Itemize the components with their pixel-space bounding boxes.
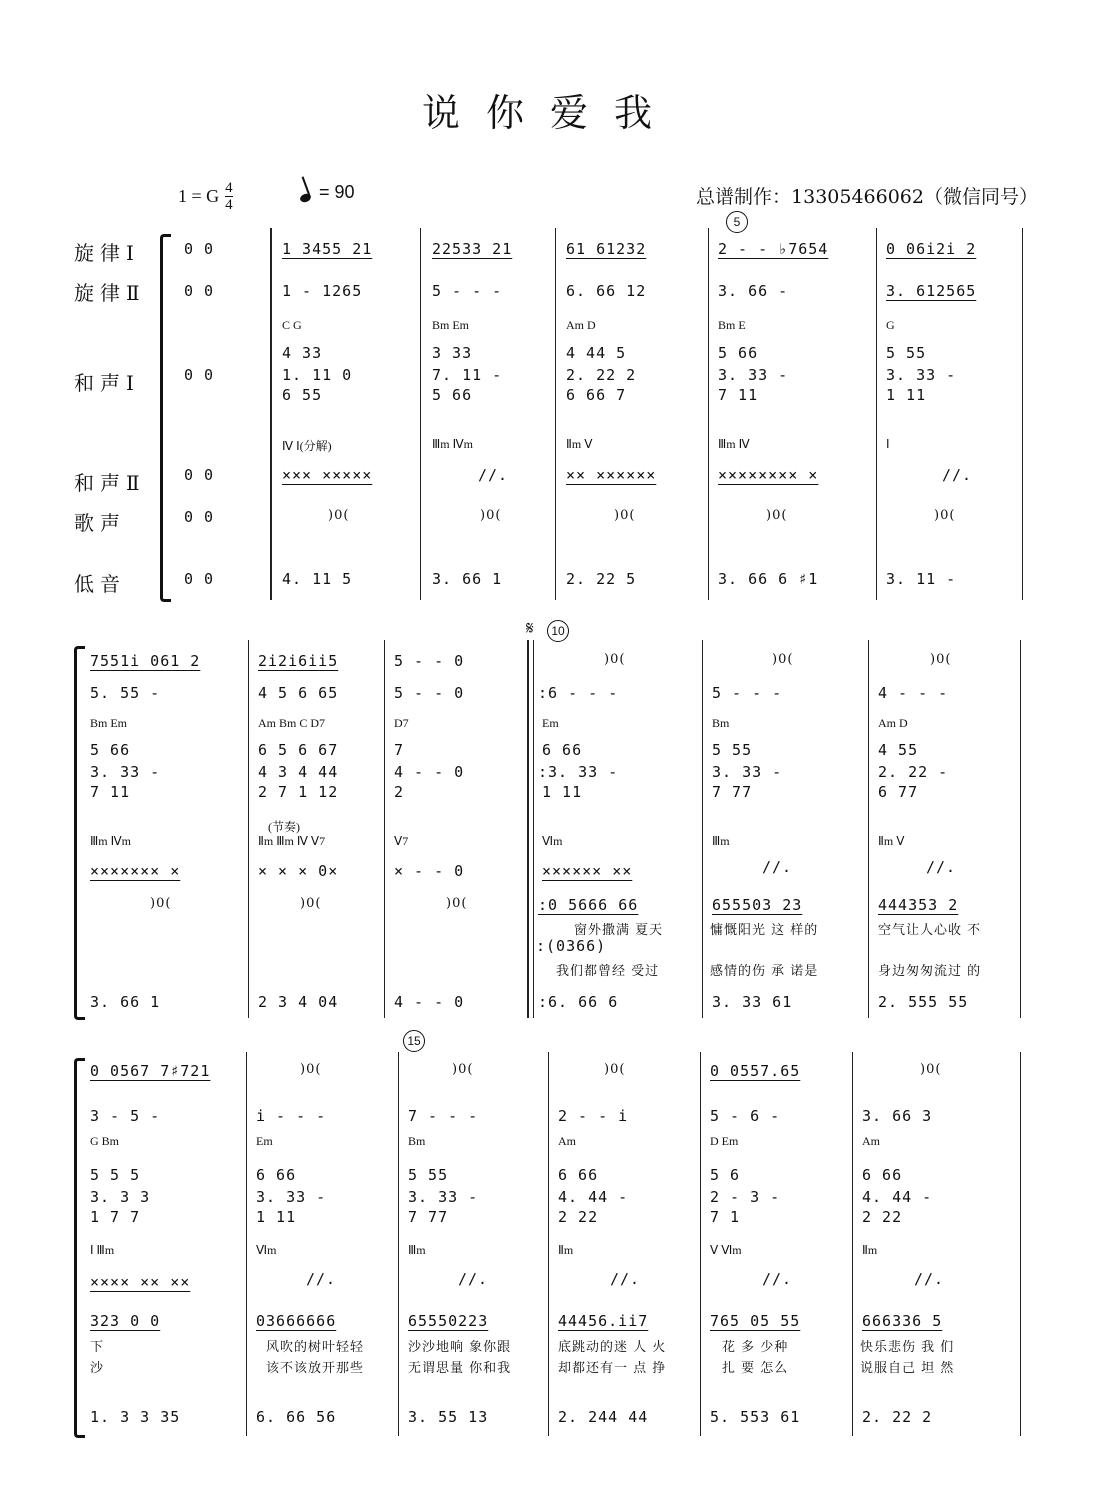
- rhythm-cell: × - - 0: [394, 862, 465, 880]
- note-cell: 3. 33 -: [712, 763, 783, 781]
- part-label-melody-1: 旋律Ⅰ: [74, 241, 140, 265]
- note-cell: 6 77: [878, 783, 919, 801]
- roman-numeral: Ⅵm: [542, 834, 563, 848]
- note-cell: 2 22: [558, 1208, 599, 1226]
- chord-symbol: Bm Em: [432, 318, 470, 332]
- lyric-line-1: 风吹的树叶轻轻: [266, 1340, 365, 1355]
- chord-symbol: Am D: [566, 318, 596, 332]
- part-label-harmony-2: 和声Ⅱ: [74, 471, 146, 495]
- vocal-notes: 03666666: [256, 1312, 337, 1330]
- note-cell: 0 06i2i 2: [886, 240, 977, 258]
- note-cell: 7 11: [90, 783, 131, 801]
- repeat-sign: ∕∕.: [306, 1270, 337, 1288]
- note-cell: 1 - 1265: [282, 282, 363, 300]
- barline: [868, 640, 869, 1018]
- note-cell: 2. 22 -: [878, 763, 949, 781]
- note-cell: 3. 66 1: [90, 993, 161, 1011]
- roman-numeral: Ⅵm: [256, 1243, 277, 1257]
- barline: [398, 1052, 399, 1436]
- system-3-bracket: [74, 1058, 85, 1438]
- note-cell: 3. 66 3: [862, 1107, 933, 1125]
- rest-sign: )0(: [920, 1062, 942, 1077]
- note-cell: 1 7 7: [90, 1208, 141, 1226]
- note-cell: 3 33: [432, 344, 473, 362]
- roman-numeral: Ⅲm: [712, 834, 730, 848]
- roman-numeral: Ⅱm: [558, 1243, 574, 1257]
- chord-symbol: Em: [542, 716, 559, 730]
- measure-number-5: 5: [726, 211, 748, 233]
- note-cell: 2 - - ♭7654: [718, 240, 829, 258]
- vocal-notes: 765 05 55: [710, 1312, 801, 1330]
- vocal-notes: 323 0 0: [90, 1312, 161, 1330]
- note-cell: 6. 66 12: [566, 282, 647, 300]
- note-cell: 2. 244 44: [558, 1408, 649, 1426]
- repeat-sign: ∕∕.: [762, 858, 793, 876]
- lyric-line-1: 快乐悲伤 我 们: [860, 1340, 955, 1355]
- note-cell: 7 77: [408, 1208, 449, 1226]
- barline: [876, 228, 877, 600]
- chord-symbol: G Bm: [90, 1134, 120, 1148]
- barline: [1020, 1052, 1021, 1436]
- vocal-pickup: :(0366): [536, 937, 607, 955]
- note-cell: 5. 553 61: [710, 1408, 801, 1426]
- note-cell: 0 0: [184, 240, 215, 258]
- note-cell: 2: [394, 783, 405, 801]
- part-label-harmony-1: 和声Ⅰ: [74, 371, 140, 395]
- note-cell: 5. 55 -: [90, 684, 161, 702]
- barline: [700, 1052, 701, 1436]
- rhythm-cell: ×××× ×× ××: [90, 1273, 191, 1291]
- note-cell: 1 3455 21: [282, 240, 373, 258]
- note-cell: 6 66: [256, 1166, 297, 1184]
- chord-symbol: Am: [862, 1134, 880, 1148]
- note-cell: 4 - - -: [878, 684, 949, 702]
- note-cell: 2 7 1 12: [258, 783, 339, 801]
- note-cell: 0 0: [184, 466, 215, 484]
- barline: [1020, 640, 1021, 1018]
- note-cell: 3. 66 -: [718, 282, 789, 300]
- rest-sign: )0(: [604, 1062, 626, 1077]
- lyric-line-1: 底跳动的迷 人 火: [558, 1340, 667, 1355]
- note-cell: 4 3 4 44: [258, 763, 339, 781]
- tempo-marking: [300, 182, 355, 203]
- note-cell: 4. 44 -: [862, 1188, 933, 1206]
- rhythm-cell: ×××××× ××: [542, 862, 633, 880]
- note-cell: 61 61232: [566, 240, 647, 258]
- note-cell: 4 - - 0: [394, 763, 465, 781]
- tempo-value: = 90: [319, 182, 355, 202]
- chord-symbol: G: [886, 318, 895, 332]
- barline: [1022, 228, 1023, 600]
- note-cell: 4 - - 0: [394, 993, 465, 1011]
- note-cell: 2. 22 2: [862, 1408, 933, 1426]
- chord-symbol: Am Bm C D7: [258, 716, 326, 730]
- note-cell: 0 0: [184, 508, 215, 526]
- measure-number-15: 15: [403, 1030, 425, 1052]
- lyric-line-1: 沙沙地响 象你跟: [408, 1340, 512, 1355]
- rest-sign: )0(: [766, 508, 788, 523]
- note-cell: 5 66: [432, 386, 473, 404]
- note-cell: 5 - 6 -: [710, 1107, 781, 1125]
- lyric-line-2: 我们都曾经 受过: [556, 964, 660, 979]
- note-cell: 7551i 061 2: [90, 652, 201, 670]
- chord-symbol: Bm: [712, 716, 730, 730]
- time-signature: [225, 180, 233, 213]
- vocal-notes: :0 5666 66: [538, 896, 639, 914]
- lyric-line-1: 空气让人心收 不: [878, 923, 982, 938]
- rest-sign: )0(: [300, 1062, 322, 1077]
- note-cell: 2 22: [862, 1208, 903, 1226]
- note-cell: 3. 3 3: [90, 1188, 151, 1206]
- note-cell: i - - -: [256, 1107, 327, 1125]
- note-cell: 3. 33 -: [90, 763, 161, 781]
- note-cell: 3. 612565: [886, 282, 977, 300]
- note-cell: 5 - - 0: [394, 652, 465, 670]
- note-cell: 4 44 5: [566, 344, 627, 362]
- part-label-bass: 低音: [74, 572, 126, 596]
- note-cell: 4 5 6 65: [258, 684, 339, 702]
- rest-sign: )0(: [614, 508, 636, 523]
- note-cell: 6. 66 56: [256, 1408, 337, 1426]
- note-cell: 5 - - -: [432, 282, 503, 300]
- repeat-sign: ∕∕.: [762, 1270, 793, 1288]
- note-cell: 4 33: [282, 344, 323, 362]
- repeat-sign: ∕∕.: [458, 1270, 489, 1288]
- roman-numeral: Ⅲm Ⅳm: [90, 834, 132, 848]
- rest-sign: )0(: [934, 508, 956, 523]
- vocal-notes: 444353 2: [878, 896, 959, 914]
- note-cell: :6. 66 6: [538, 993, 619, 1011]
- note-cell: 5 5 5: [90, 1166, 141, 1184]
- quarter-note-icon: [299, 192, 312, 203]
- note-cell: :6 - - -: [538, 684, 619, 702]
- roman-numeral: Ⅱm Ⅴ: [566, 437, 593, 451]
- note-cell: 5 - - -: [712, 684, 783, 702]
- roman-numeral: Ⅱm Ⅴ: [878, 834, 905, 848]
- note-cell: 4 55: [878, 741, 919, 759]
- lyric-line-2: 无谓思量 你和我: [408, 1361, 512, 1376]
- barline: [555, 228, 556, 600]
- chord-symbol: Bm Em: [90, 716, 128, 730]
- lyric-line-1: 窗外撒满 夏天: [574, 923, 664, 938]
- key-label: 1 = G: [178, 186, 220, 206]
- barline: [270, 228, 272, 600]
- rest-sign: )0(: [452, 1062, 474, 1077]
- note-cell: 5 55: [886, 344, 927, 362]
- note-cell: 7. 11 -: [432, 366, 503, 384]
- lyric-line-2: 身边匆匆流过 的: [878, 964, 982, 979]
- note-cell: 6 5 6 67: [258, 741, 339, 759]
- barline: [248, 640, 249, 1018]
- note-cell: 6 66: [558, 1166, 599, 1184]
- lyric-line-2: 说服自己 坦 然: [860, 1361, 955, 1376]
- vocal-notes: 655503 23: [712, 896, 803, 914]
- repeat-sign: ∕∕.: [610, 1270, 641, 1288]
- note-cell: 1 11: [256, 1208, 297, 1226]
- note-cell: 2. 555 55: [878, 993, 969, 1011]
- chord-symbol: Bm E: [718, 318, 746, 332]
- note-cell: 1 11: [886, 386, 927, 404]
- chord-symbol: Bm: [408, 1134, 426, 1148]
- repeat-sign: ∕∕.: [914, 1270, 945, 1288]
- note-cell: 2. 22 5: [566, 570, 637, 588]
- note-cell: 3. 33 -: [718, 366, 789, 384]
- note-cell: 3. 55 13: [408, 1408, 489, 1426]
- system-1-bracket: [160, 234, 171, 602]
- part-label-voice: 歌声: [74, 511, 126, 535]
- chord-symbol: Am D: [878, 716, 908, 730]
- measure-number-10: 10: [547, 620, 569, 642]
- note-cell: :3. 33 -: [538, 763, 619, 781]
- rest-sign: )0(: [604, 652, 626, 667]
- note-cell: 3. 33 61: [712, 993, 793, 1011]
- barline: [708, 228, 709, 600]
- rest-sign: )0(: [480, 508, 502, 523]
- note-cell: 6 66: [862, 1166, 903, 1184]
- key-signature: [178, 180, 233, 213]
- lyric-line-2: 却都还有一 点 挣: [558, 1361, 667, 1376]
- note-cell: 22533 21: [432, 240, 513, 258]
- note-cell: 3. 11 -: [886, 570, 957, 588]
- vocal-notes: 666336 5: [862, 1312, 943, 1330]
- rhythm-cell: ×× ××××××: [566, 466, 657, 484]
- credit-line: 总谱制作：13305466062（微信同号）: [696, 186, 1038, 208]
- repeat-sign: ∕∕.: [926, 858, 957, 876]
- vocal-notes: 65550223: [408, 1312, 489, 1330]
- note-cell: 7 77: [712, 783, 753, 801]
- note-cell: 5 55: [712, 741, 753, 759]
- note-cell: 1. 3 3 35: [90, 1408, 181, 1426]
- note-cell: 2 3 4 04: [258, 993, 339, 1011]
- note-cell: 0 0567 7♯721: [90, 1062, 211, 1080]
- system-2-bracket: [74, 646, 85, 1020]
- note-cell: 6 66: [542, 741, 583, 759]
- roman-numeral: Ⅰ: [886, 437, 890, 451]
- roman-numeral: Ⅲm Ⅳ: [718, 437, 750, 451]
- note-cell: 0 0557.65: [710, 1062, 801, 1080]
- rest-sign: )0(: [150, 896, 172, 911]
- chord-symbol: C G: [282, 318, 302, 332]
- part-label-melody-2: 旋律Ⅱ: [74, 281, 146, 305]
- roman-numeral: Ⅲm: [408, 1243, 426, 1257]
- note-cell: 3 - 5 -: [90, 1107, 161, 1125]
- barline: [246, 1052, 247, 1436]
- roman-numeral: Ⅲm Ⅳm: [432, 437, 474, 451]
- barline-double: [533, 640, 534, 1018]
- note-cell: 0 0: [184, 570, 215, 588]
- note-cell: 4. 11 5: [282, 570, 353, 588]
- roman-numeral: Ⅳ Ⅰ(分解): [282, 439, 332, 453]
- note-cell: 6 55: [282, 386, 323, 404]
- note-cell: 7 1: [710, 1208, 741, 1226]
- time-numerator: 4: [225, 180, 233, 196]
- rhythm-cell: × × × 0×: [258, 862, 339, 880]
- roman-numeral: Ⅱm: [862, 1243, 878, 1257]
- rest-sign: )0(: [772, 652, 794, 667]
- barline: [852, 1052, 853, 1436]
- chord-symbol: Am: [558, 1134, 576, 1148]
- chord-symbol: Em: [256, 1134, 273, 1148]
- rhythm-cell: ××× ×××××: [282, 466, 373, 484]
- note-cell: 4. 44 -: [558, 1188, 629, 1206]
- note-cell: 7: [394, 741, 405, 759]
- lyric-line-1: 花 多 少种: [722, 1340, 789, 1355]
- rhythm-cell: ×××××××× ×: [718, 466, 819, 484]
- segno-icon: 𝄋: [526, 618, 534, 639]
- note-cell: 5 66: [90, 741, 131, 759]
- note-cell: 3. 66 6 ♯1: [718, 570, 819, 588]
- roman-numeral: Ⅴ7: [394, 834, 409, 848]
- chord-symbol: D Em: [710, 1134, 739, 1148]
- lyric-line-2: 沙: [90, 1361, 105, 1376]
- note-cell: 7 11: [718, 386, 759, 404]
- note-cell: 0 0: [184, 366, 215, 384]
- rhythm-cell: ××××××× ×: [90, 862, 181, 880]
- rest-sign: )0(: [300, 896, 322, 911]
- note-cell: 3. 66 1: [432, 570, 503, 588]
- barline: [384, 640, 385, 1018]
- time-denominator: 4: [225, 197, 233, 213]
- barline: [420, 228, 421, 600]
- roman-numeral: Ⅰ Ⅲm: [90, 1243, 115, 1257]
- barline: [548, 1052, 549, 1436]
- note-cell: 7 - - -: [408, 1107, 479, 1125]
- rest-sign: )0(: [930, 652, 952, 667]
- note-cell: 2. 22 2: [566, 366, 637, 384]
- barline: [702, 640, 703, 1018]
- chord-symbol: D7: [394, 716, 409, 730]
- lyric-line-1: 慵慨阳光 这 样的: [710, 923, 819, 938]
- rest-sign: )0(: [446, 896, 468, 911]
- note-cell: 1 11: [542, 783, 583, 801]
- note-cell: 5 - - 0: [394, 684, 465, 702]
- barline-double: [527, 640, 529, 1018]
- note-cell: 5 6: [710, 1166, 741, 1184]
- roman-numeral: Ⅴ Ⅵm: [710, 1243, 742, 1257]
- note-cell: 1. 11 0: [282, 366, 353, 384]
- roman-numeral: Ⅱm Ⅲm Ⅳ Ⅴ7: [258, 834, 326, 848]
- note-cell: 5 66: [718, 344, 759, 362]
- note-cell: 3. 33 -: [256, 1188, 327, 1206]
- lyric-line-2: 该不该放开那些: [266, 1361, 365, 1376]
- note-cell: 6 66 7: [566, 386, 627, 404]
- lyric-line-2: 扎 要 怎么: [722, 1361, 789, 1376]
- repeat-sign: ∕∕.: [942, 466, 973, 484]
- note-cell: 2 - - i: [558, 1107, 629, 1125]
- note-cell: 3. 33 -: [886, 366, 957, 384]
- note-cell: 2 - 3 -: [710, 1188, 781, 1206]
- note-cell: 3. 33 -: [408, 1188, 479, 1206]
- repeat-sign: ∕∕.: [478, 466, 509, 484]
- note-cell: 0 0: [184, 282, 215, 300]
- performance-note: (节奏): [268, 820, 300, 834]
- vocal-notes: 44456.ii7: [558, 1312, 649, 1330]
- note-cell: 5 55: [408, 1166, 449, 1184]
- song-title: 说你爱我: [421, 91, 678, 135]
- rest-sign: )0(: [328, 508, 350, 523]
- lyric-line-1: 下: [90, 1340, 105, 1355]
- lyric-line-2: 感情的伤 承 诺是: [710, 964, 819, 979]
- note-cell: 2i2i6ii5: [258, 652, 339, 670]
